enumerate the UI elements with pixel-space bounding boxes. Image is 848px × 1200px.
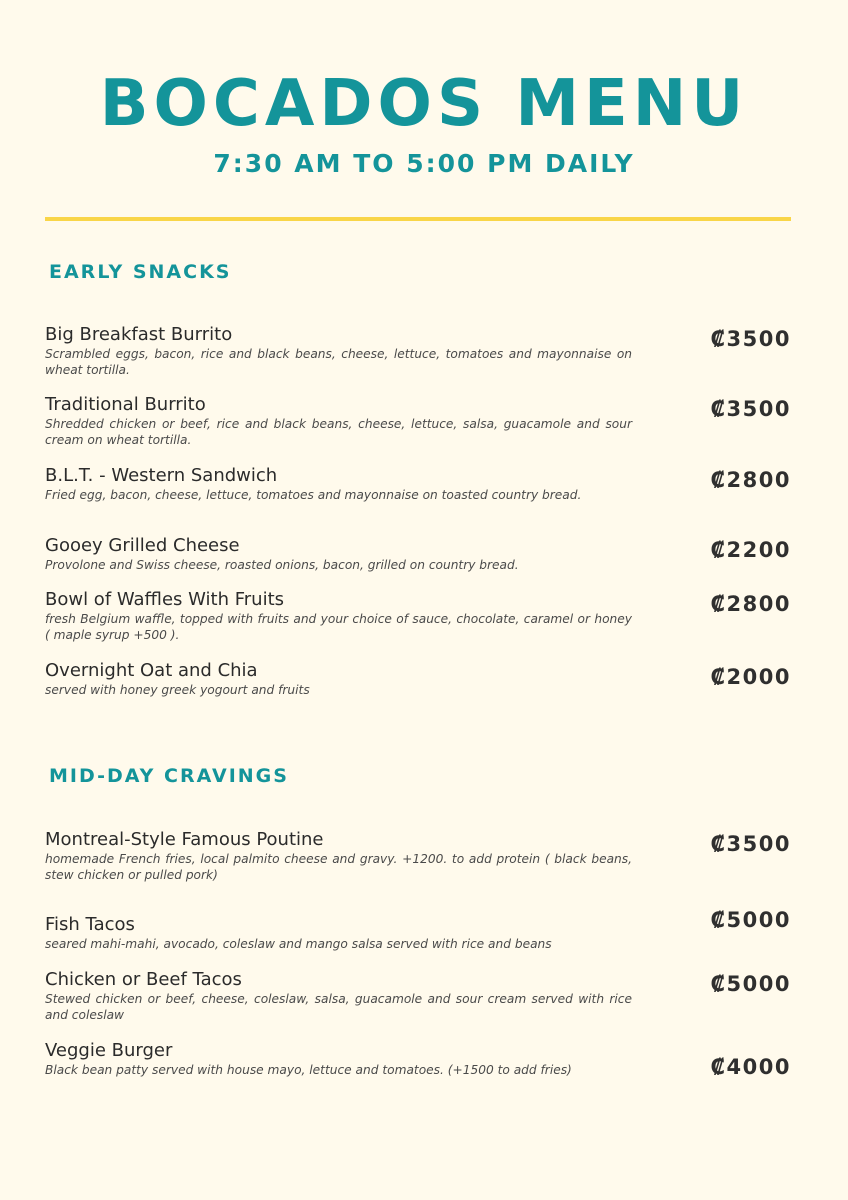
item-description: homemade French fries, local palmito cheese and gravy. +1200. to add protein ( black beans, stew chicken or pulled pork) <box>45 852 632 882</box>
item-description: Stewed chicken or beef, cheese, coleslaw, salsa, guacamole and sour cream served with rice and coleslaw <box>45 992 632 1022</box>
item-description: served with honey greek yogourt and fruits <box>45 683 310 697</box>
menu-item <box>45 465 791 503</box>
item-name: Chicken or Beef Tacos <box>45 969 242 990</box>
item-name: Veggie Burger <box>45 1040 173 1061</box>
item-description: fresh Belgium waffle, topped with fruits and your choice of sauce, chocolate, caramel or honey ( maple syrup +500 ). <box>45 612 632 642</box>
section-title-early-snacks: EARLY SNACKS <box>49 261 232 283</box>
item-description: Provolone and Swiss cheese, roasted onions, bacon, grilled on country bread. <box>45 558 519 572</box>
item-price: ₡5000 <box>710 972 791 996</box>
menu-item <box>45 535 791 573</box>
item-price: ₡2800 <box>710 468 791 492</box>
header-divider <box>45 217 791 221</box>
item-name: B.L.T. - Western Sandwich <box>45 465 278 486</box>
item-name: Traditional Burrito <box>45 394 206 415</box>
section-title-mid-day-cravings: MID-DAY CRAVINGS <box>49 765 289 787</box>
menu-item <box>45 394 791 448</box>
item-price: ₡2000 <box>710 665 791 689</box>
menu-item <box>45 969 791 1023</box>
item-price: ₡3500 <box>710 327 791 351</box>
item-description: Scrambled eggs, bacon, rice and black beans, cheese, lettuce, tomatoes and mayonnaise on wheat tortilla. <box>45 347 632 377</box>
menu-item <box>45 908 791 952</box>
item-name: Big Breakfast Burrito <box>45 324 233 345</box>
menu-item <box>45 589 791 643</box>
menu-item <box>45 660 791 698</box>
item-name: Montreal-Style Famous Poutine <box>45 829 324 850</box>
item-name: Gooey Grilled Cheese <box>45 535 240 556</box>
item-price: ₡2200 <box>710 538 791 562</box>
item-price: ₡4000 <box>710 1055 791 1079</box>
item-description: Shredded chicken or beef, rice and black beans, cheese, lettuce, salsa, guacamole and sour cream on wheat tortilla. <box>45 417 632 447</box>
item-price: ₡2800 <box>710 592 791 616</box>
item-description: Fried egg, bacon, cheese, lettuce, tomatoes and mayonnaise on toasted country bread. <box>45 488 582 502</box>
menu-item <box>45 829 791 883</box>
item-price: ₡3500 <box>710 832 791 856</box>
item-name: Fish Tacos <box>45 914 135 935</box>
item-name: Overnight Oat and Chia <box>45 660 258 681</box>
menu-title: BOCADOS MENU <box>99 67 749 141</box>
item-name: Bowl of Waffles With Fruits <box>45 589 285 610</box>
menu-item <box>45 1040 791 1078</box>
item-description: seared mahi-mahi, avocado, coleslaw and mango salsa served with rice and beans <box>45 937 552 951</box>
item-description: Black bean patty served with house mayo, lettuce and tomatoes. (+1500 to add fries) <box>45 1063 572 1077</box>
menu-item <box>45 324 791 378</box>
item-price: ₡5000 <box>710 908 791 932</box>
opening-hours: 7:30 AM TO 5:00 PM DAILY <box>213 149 635 178</box>
item-price: ₡3500 <box>710 397 791 421</box>
